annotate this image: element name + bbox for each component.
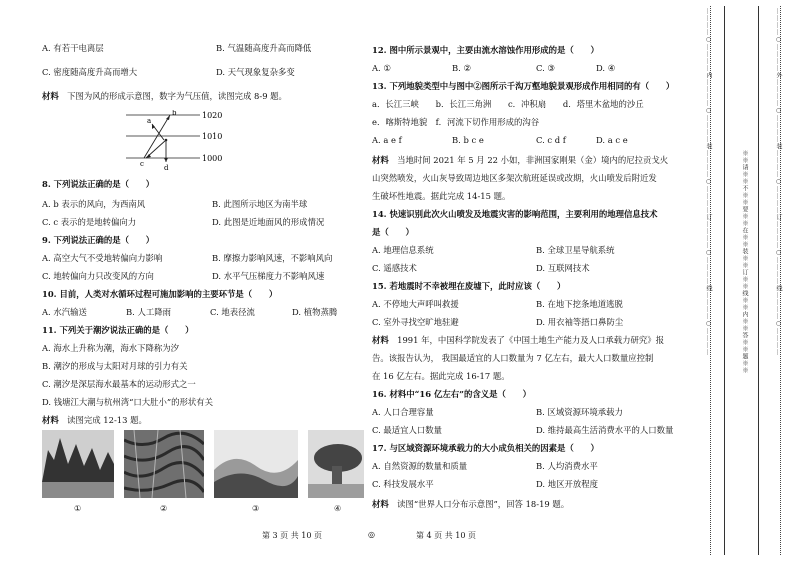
option-text: D. a c e: [596, 135, 628, 145]
question-15: 15. 若地震时不幸被埋在废墟下，此时应该（ ）: [372, 281, 566, 291]
option-text: e．喀斯特地貌 f．河流下切作用形成的沟谷: [372, 117, 540, 127]
option-text: B. 在地下挖条地道逃脱: [536, 299, 623, 309]
option-text: C. ③: [536, 63, 555, 73]
option-text: B. 气温随高度升高而降低: [216, 43, 312, 53]
option-text: a．长江三峡 b．长江三角洲 c．冲积扇 d．塔里木盆地的沙丘: [372, 99, 644, 109]
material-intro: [42, 416, 147, 424]
option-text: D. 钱塘江大潮与杭州湾“口大肚小”的形状有关: [42, 397, 214, 407]
material-text: [372, 156, 668, 164]
option-text: A. b 表示的风向，为西南风: [42, 199, 146, 209]
photo-caption: ③: [252, 504, 260, 513]
material-line: 山突然喷发，火山灰导致周边地区多架次航班延误或改期，火山喷发后附近发: [372, 173, 657, 183]
wind-formation-diagram: [126, 110, 276, 170]
arrow-label: a: [147, 117, 152, 125]
option-text: A. 高空大气不受地转偏向力影响: [42, 253, 163, 263]
material-text: 读图“世界人口分布示意图”，回答 18-19 题。: [397, 499, 570, 509]
option-text: B. 区域资源环境承载力: [536, 407, 623, 417]
question-14: 14. 快速识别此次火山喷发及地震灾害的影响范围，主要利用的地理信息技术: [372, 209, 658, 219]
option-text: D. 植物蒸腾: [292, 307, 338, 317]
question-12: 12. 图中所示景观中，主要由流水溶蚀作用形成的是（ ）: [372, 45, 599, 55]
landscape-photo-dunes: [214, 430, 298, 498]
material-tag: 材料: [372, 155, 389, 165]
material-tag: 材料: [42, 415, 59, 425]
option-text: D. ④: [596, 63, 616, 73]
option-text: B. 摩擦力影响风速，不影响风向: [212, 253, 333, 263]
option-text: C. 最适宜人口数量: [372, 425, 443, 435]
option-text: B. 人均消费水平: [536, 461, 598, 471]
option-text: D. 水平气压梯度力不影响风速: [212, 271, 325, 281]
option-text: A. a e f: [372, 135, 402, 145]
option-text: A. 不停地大声呼叫救援: [372, 299, 459, 309]
option-text: C. 密度随高度升高而增大: [42, 67, 138, 77]
option-text: A. 海水上升称为潮，海水下降称为汐: [42, 343, 179, 353]
arrow-label: b: [172, 110, 177, 117]
option-text: A. 有若干电离层: [42, 43, 104, 53]
page-number-left: 第 3 页 共 10 页: [262, 531, 322, 540]
landscape-photo-mushroom-rock: [308, 430, 364, 498]
page-number-right: 第 4 页 共 10 页: [416, 531, 476, 540]
binding-text-outer: …………○…………外…………○…………装…………○…………订…………○…………线…………○…………: [775, 8, 782, 356]
photo-caption: ①: [74, 504, 82, 513]
question-17: 17. 与区域资源环境承载力的大小成负相关的因素是（ ）: [372, 443, 599, 453]
binding-margin: [700, 0, 794, 561]
option-text: A. 自然资源的数量和质量: [372, 461, 468, 471]
option-text: A. ①: [372, 63, 391, 73]
option-text: A. 人口合理容量: [372, 407, 434, 417]
option-text: D. 维持最高生活消费水平的人口数量: [536, 425, 674, 435]
page-divider-mark: ◎: [368, 530, 375, 539]
binding-text-inner: …………○…………内…………○…………装…………○…………订…………○…………线…………○…………: [705, 8, 712, 356]
option-text: C. 潮汐是深层海水最基本的运动形式之一: [42, 379, 196, 389]
option-text: C. 地表径流: [210, 307, 255, 317]
material-intro: [372, 500, 569, 508]
option-text: D. 天气现象复杂多变: [216, 67, 295, 77]
material-text: [372, 336, 664, 344]
binding-border: [758, 6, 759, 555]
option-text: C. 遥感技术: [372, 263, 417, 273]
option-text: C. c d f: [536, 135, 566, 145]
material-tag: 材料: [42, 91, 59, 101]
option-text: A. 地理信息系统: [372, 245, 434, 255]
material-line: 告。该报告认为， 我国最适宜的人口数量为 7 亿左右，最大人口数量应控制: [372, 353, 654, 363]
isobar-label: 1000: [202, 154, 223, 163]
isobar-label: 1010: [202, 132, 223, 141]
material-text: 读图完成 12-13 题。: [67, 415, 147, 425]
question-10: 10. 目前，人类对水循环过程可施加影响的主要环节是（ ）: [42, 289, 278, 299]
option-text: D. 地区开放程度: [536, 479, 598, 489]
question-13: 13. 下列地貌类型中与图中②图所示千沟万壑地貌景观形成作用相同的有（ ）: [372, 81, 675, 91]
option-text: D. 此图是近地面风的形成情况: [212, 217, 325, 227]
material-line: 生破坏性地震。据此完成 14-15 题。: [372, 191, 511, 201]
material-tag: 材料: [372, 335, 389, 345]
question-9: 9. 下列说法正确的是（ ）: [42, 235, 155, 245]
option-text: B. ②: [452, 63, 471, 73]
question-11: 11. 下列关于潮汐说法正确的是（ ）: [42, 325, 194, 335]
binding-border: [724, 6, 725, 555]
binding-notice: ※※请※※不※※要※※在※※装※※订※※线※※内※※答※※题※※: [741, 150, 748, 374]
isobar-label: 1020: [202, 111, 223, 120]
arrow-label: d: [164, 164, 169, 170]
option-text: C. 室外寻找空旷地驻避: [372, 317, 459, 327]
option-text: B. 此图所示地区为南半球: [212, 199, 308, 209]
material-tag: 材料: [372, 499, 389, 509]
question-16: 16. 材料中“16 亿左右”的含义是（ ）: [372, 389, 531, 399]
option-text: A. 水汽输送: [42, 307, 87, 317]
question-14-cont: 是（ ）: [372, 227, 414, 237]
arrow-label: c: [140, 160, 144, 168]
option-text: C. 地转偏向力只改变风的方向: [42, 271, 154, 281]
question-8: 8. 下列说法正确的是（ ）: [42, 179, 155, 189]
option-text: C. c 表示的是地转偏向力: [42, 217, 137, 227]
photo-caption: ④: [334, 504, 342, 513]
option-text: C. 科技发展水平: [372, 479, 434, 489]
option-text: D. 用衣袖等捂口鼻防尘: [536, 317, 624, 327]
material-line: 当地时间 2021 年 5 月 22 小如，非洲国家刚果（金）境内的尼拉贡戈火: [397, 155, 669, 165]
landscape-photo-karst: [42, 430, 114, 498]
material-text: 下图为风的形成示意图，数字为气压值，读图完成 8-9 题。: [67, 91, 287, 101]
option-text: B. 潮汐的形成与太阳对月球的引力有关: [42, 361, 188, 371]
landscape-photo-gullies: [124, 430, 204, 498]
material-intro: [42, 92, 287, 100]
option-text: B. b c e: [452, 135, 484, 145]
material-line: 1991 年，中国科学院发表了《中国土地生产能力及人口承载力研究》报: [397, 335, 664, 345]
option-text: B. 人工降雨: [126, 307, 171, 317]
material-line: 在 16 亿左右。据此完成 16-17 题。: [372, 371, 510, 381]
option-text: D. 互联网技术: [536, 263, 590, 273]
photo-caption: ②: [160, 504, 168, 513]
option-text: B. 全球卫星导航系统: [536, 245, 615, 255]
